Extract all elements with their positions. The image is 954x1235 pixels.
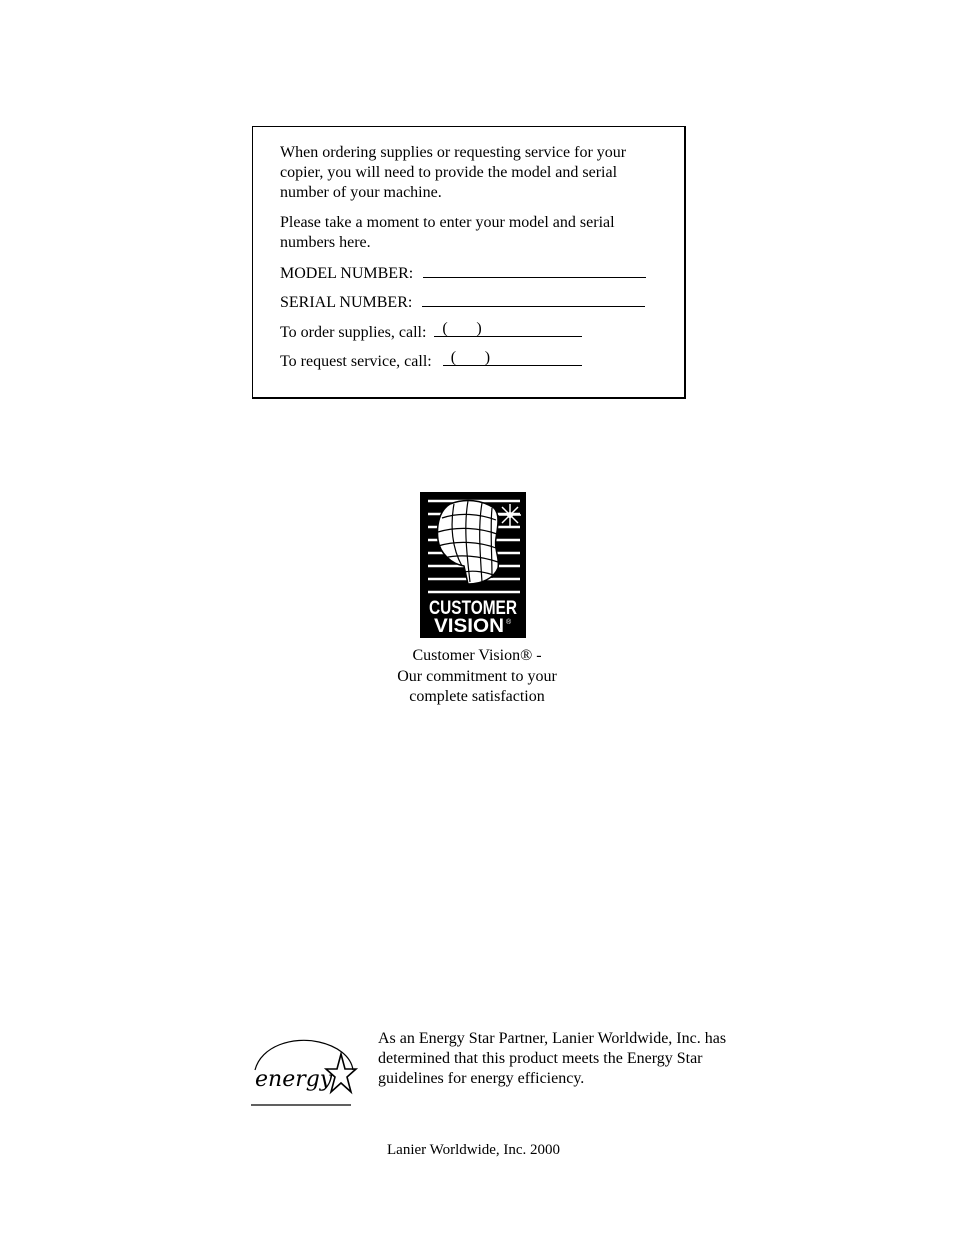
phone-close-paren: ): [476, 320, 482, 337]
info-prompt-text: Please take a moment to enter your model and serial numbers here.: [280, 214, 615, 251]
phone-close-paren: ): [484, 349, 491, 366]
model-number-field[interactable]: [423, 262, 646, 278]
copyright-footer: Lanier Worldwide, Inc. 2000: [387, 1142, 561, 1158]
order-supplies-row: [280, 321, 582, 343]
supplies-phone-field[interactable]: [434, 321, 582, 337]
request-service-label: To request service, call:: [280, 353, 432, 370]
info-intro-text: When ordering supplies or requesting service for your copier, you will need to provide the model and serial number of your machine.: [280, 144, 627, 201]
customer-vision-logo-line2: VISION: [434, 616, 504, 637]
model-number-row: [280, 262, 646, 284]
request-service-row: [280, 350, 582, 372]
caption-line-1: Customer Vision® -: [412, 647, 542, 664]
caption-line-3: complete satisfaction: [409, 688, 545, 705]
customer-vision-logo: [420, 492, 526, 638]
serial-number-label: SERIAL NUMBER:: [280, 294, 413, 311]
order-supplies-label: To order supplies, call:: [280, 324, 427, 341]
energy-star-logo: [249, 1036, 357, 1108]
phone-open-paren: (: [442, 320, 448, 337]
registered-mark: ®: [506, 619, 512, 626]
caption-line-2: Our commitment to your: [397, 667, 557, 685]
phone-open-paren: (: [450, 349, 457, 366]
customer-vision-logo-line1: CUSTOMER: [429, 598, 518, 619]
serial-number-row: [280, 291, 645, 313]
serial-number-field[interactable]: [422, 291, 645, 307]
energy-star-logo-word: energy: [255, 1067, 333, 1092]
service-phone-field[interactable]: [443, 350, 582, 366]
customer-vision-caption: [347, 646, 607, 708]
model-number-label: MODEL NUMBER:: [280, 265, 414, 282]
energy-star-statement: As an Energy Star Partner, Lanier Worldwide, Inc. has determined that this product meets the Energy Star guidelines for energy efficiency.: [378, 1030, 727, 1087]
